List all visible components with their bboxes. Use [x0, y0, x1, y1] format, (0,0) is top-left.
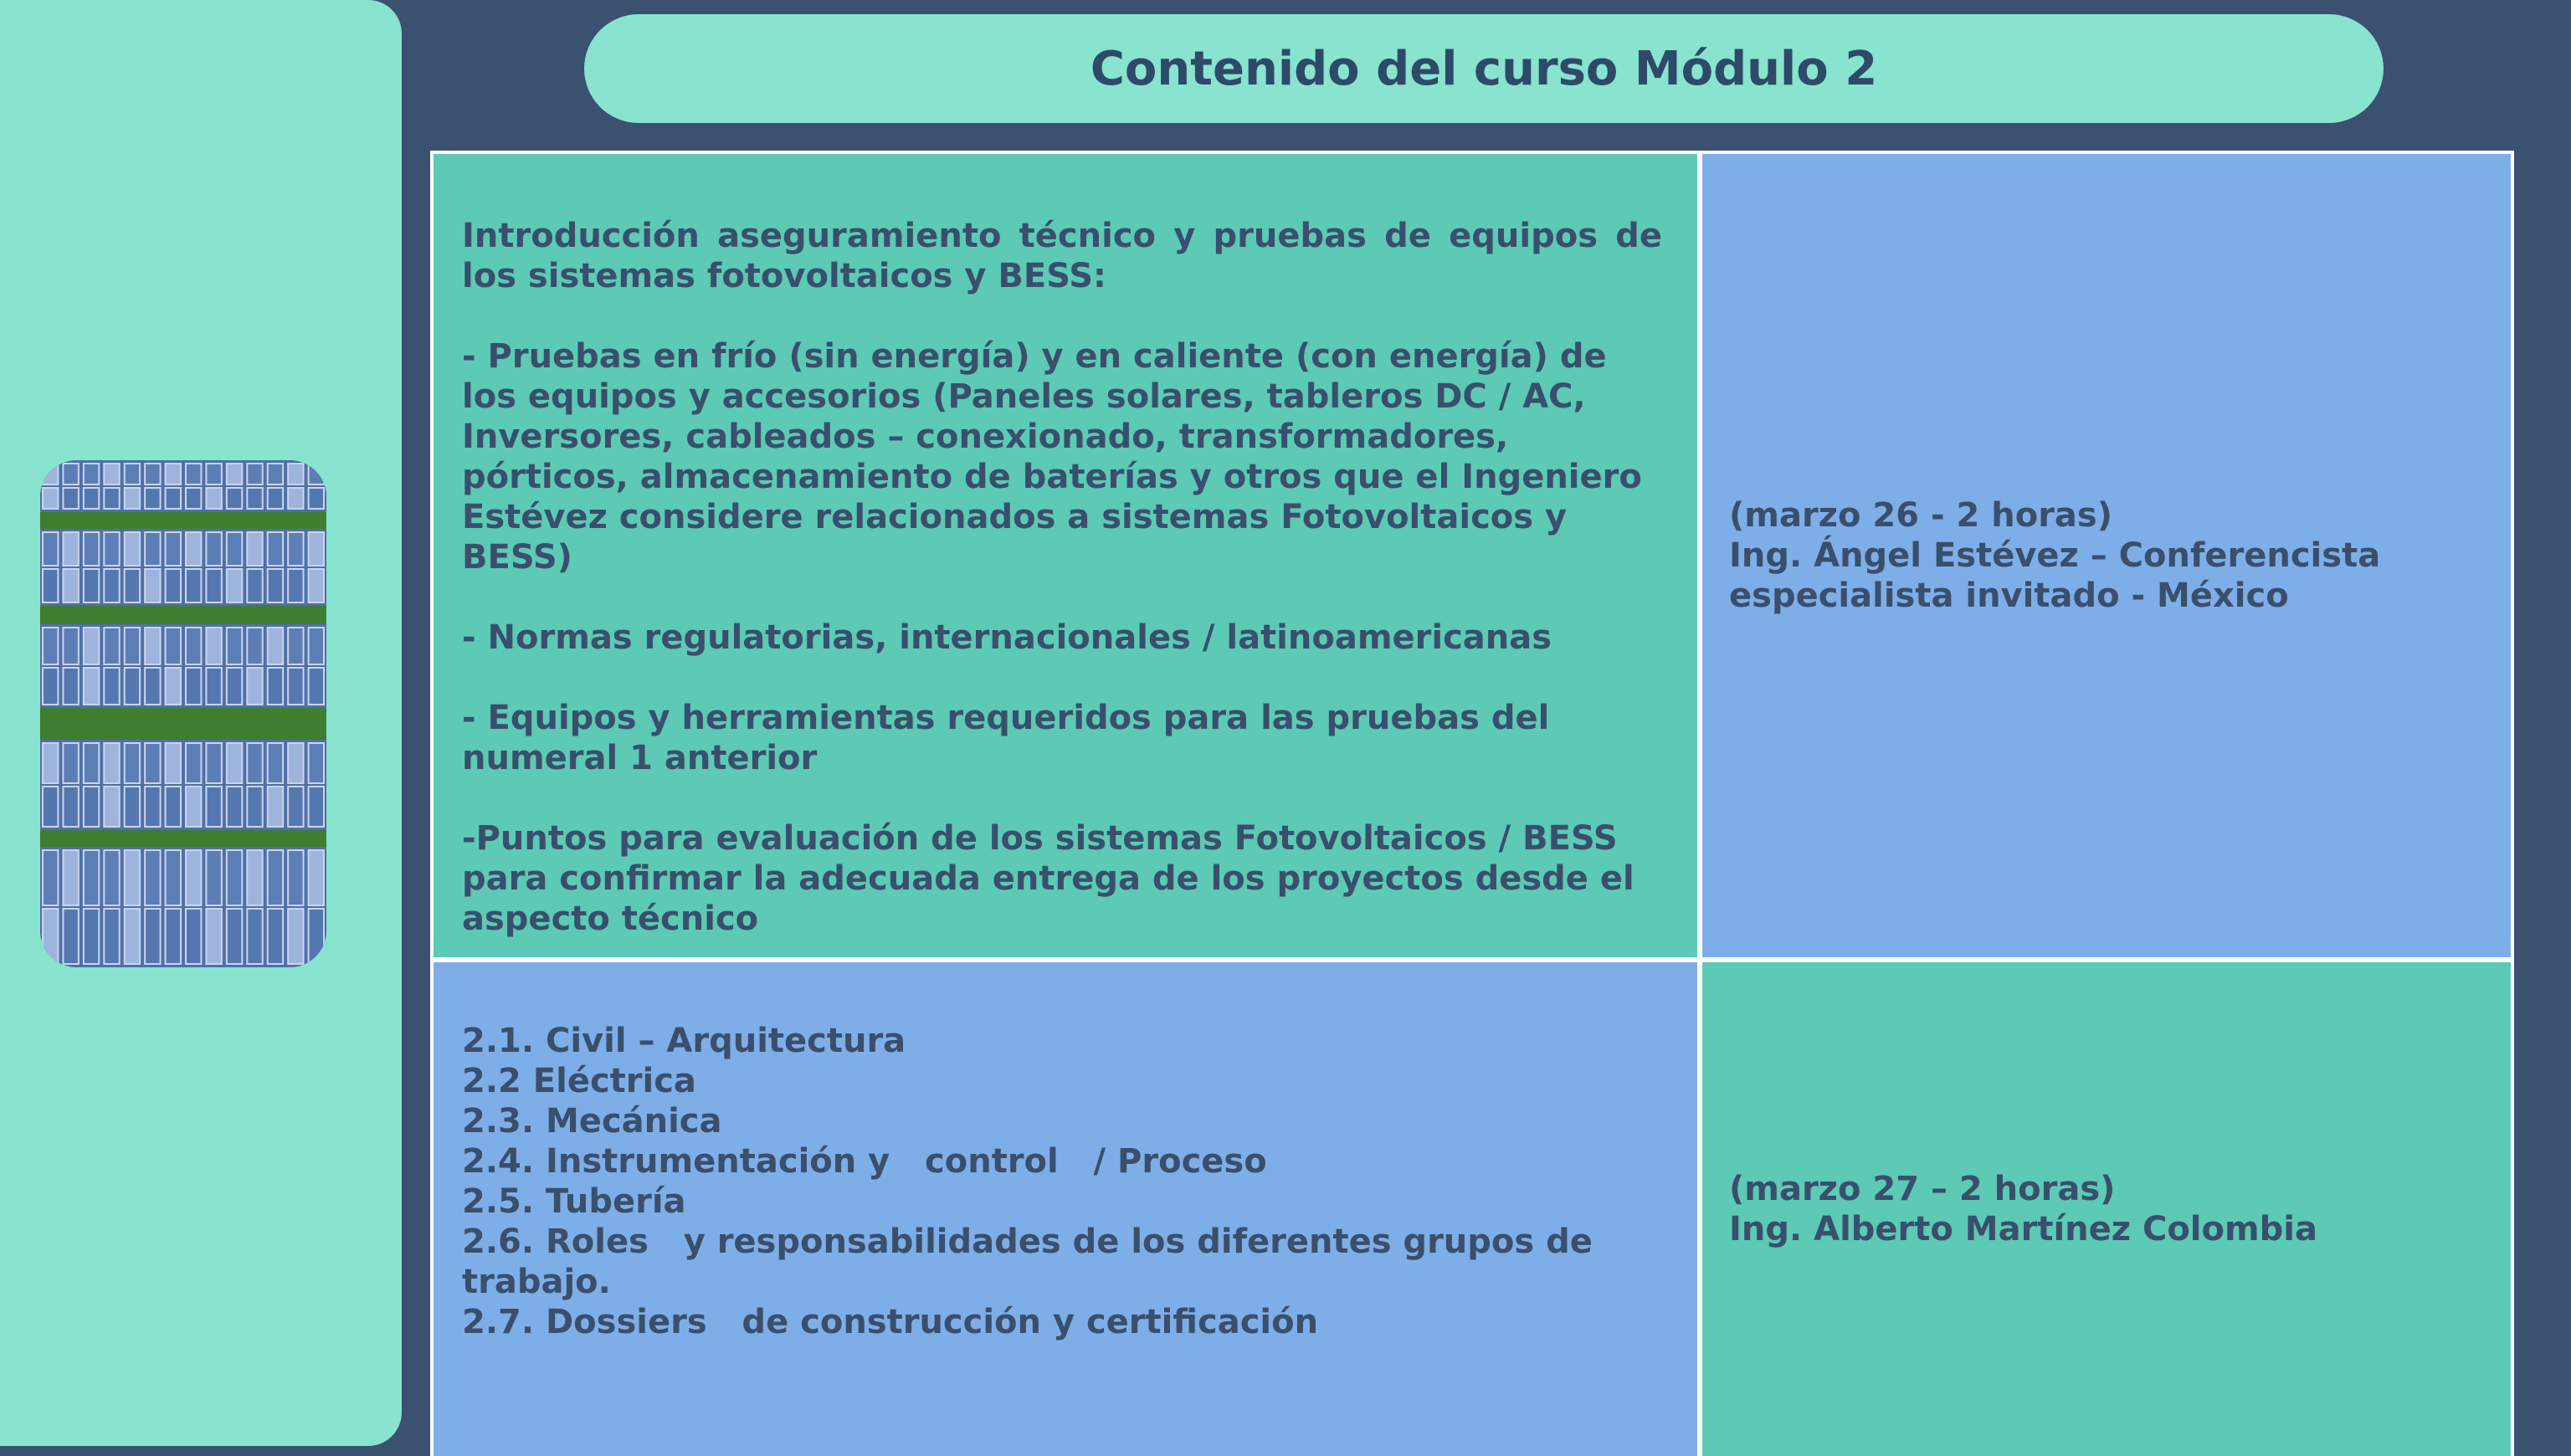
title-banner — [584, 14, 2384, 123]
session-info-cell-1 — [1702, 154, 2511, 957]
module-topic-cell-2 — [434, 962, 1697, 1456]
topic-line: 2.6. Roles y responsabilidades de los diferentes grupos de — [462, 1223, 1593, 1261]
topic-line: 2.4. Instrumentación y control / Proceso — [462, 1142, 1267, 1181]
session-info-1 — [1729, 495, 2486, 616]
session-date: (marzo 26 - 2 horas) — [1729, 496, 2113, 535]
topic-line: 2.3. Mecánica — [462, 1102, 722, 1141]
solar-panels-photo-icon — [40, 460, 326, 967]
session-info-2 — [1729, 1169, 2317, 1249]
topic-line: 2.5. Tubería — [462, 1182, 686, 1221]
session-speaker: Ing. Ángel Estévez – Conferencista especialista invitado - México — [1729, 536, 2381, 615]
sidebar-panel — [0, 0, 402, 1446]
topic-item-equipment: - Equipos y herramientas requeridos para las pruebas del numeral 1 anterior — [462, 699, 1550, 777]
module-topic-cell-1 — [434, 154, 1697, 957]
page-title: Contenido del curso Módulo 2 — [1090, 41, 1878, 96]
topic-item-evaluation: -Puntos para evaluación de los sistemas Fotovoltaicos / BESS para confirmar la adecuada entrega de los proyectos desde el aspecto técnico — [462, 819, 1634, 938]
solar-panels-photo — [40, 460, 326, 967]
topic-line: 2.2 Eléctrica — [462, 1062, 696, 1100]
session-speaker: Ing. Alberto Martínez Colombia — [1729, 1210, 2318, 1248]
topic-item-norms: - Normas regulatorias, internacionales / latinoamericanas — [462, 618, 1552, 657]
session-info-cell-2 — [1702, 962, 2511, 1456]
topic-intro: Introducción aseguramiento técnico y pruebas de equipos de los sistemas fotovoltaicos y BESS: — [462, 217, 1662, 295]
topic-item-tests: - Pruebas en frío (sin energía) y en caliente (con energía) de los equipos y accesorios (Paneles solares, tableros DC / AC, Inversores, cableados – conexionado, transformadores, pórticos, almacenamiento de baterías y otros que el Ingeniero Estévez considere relacionados a sistemas Fotovoltaicos y BESS) — [462, 337, 1642, 577]
course-content-table — [430, 151, 2514, 1456]
topic-line: trabajo. — [462, 1263, 611, 1301]
session-date: (marzo 27 – 2 horas) — [1729, 1170, 2116, 1208]
topic-line: 2.1. Civil – Arquitectura — [462, 1022, 906, 1060]
topic-line: 2.7. Dossiers de construcción y certificación — [462, 1303, 1319, 1341]
